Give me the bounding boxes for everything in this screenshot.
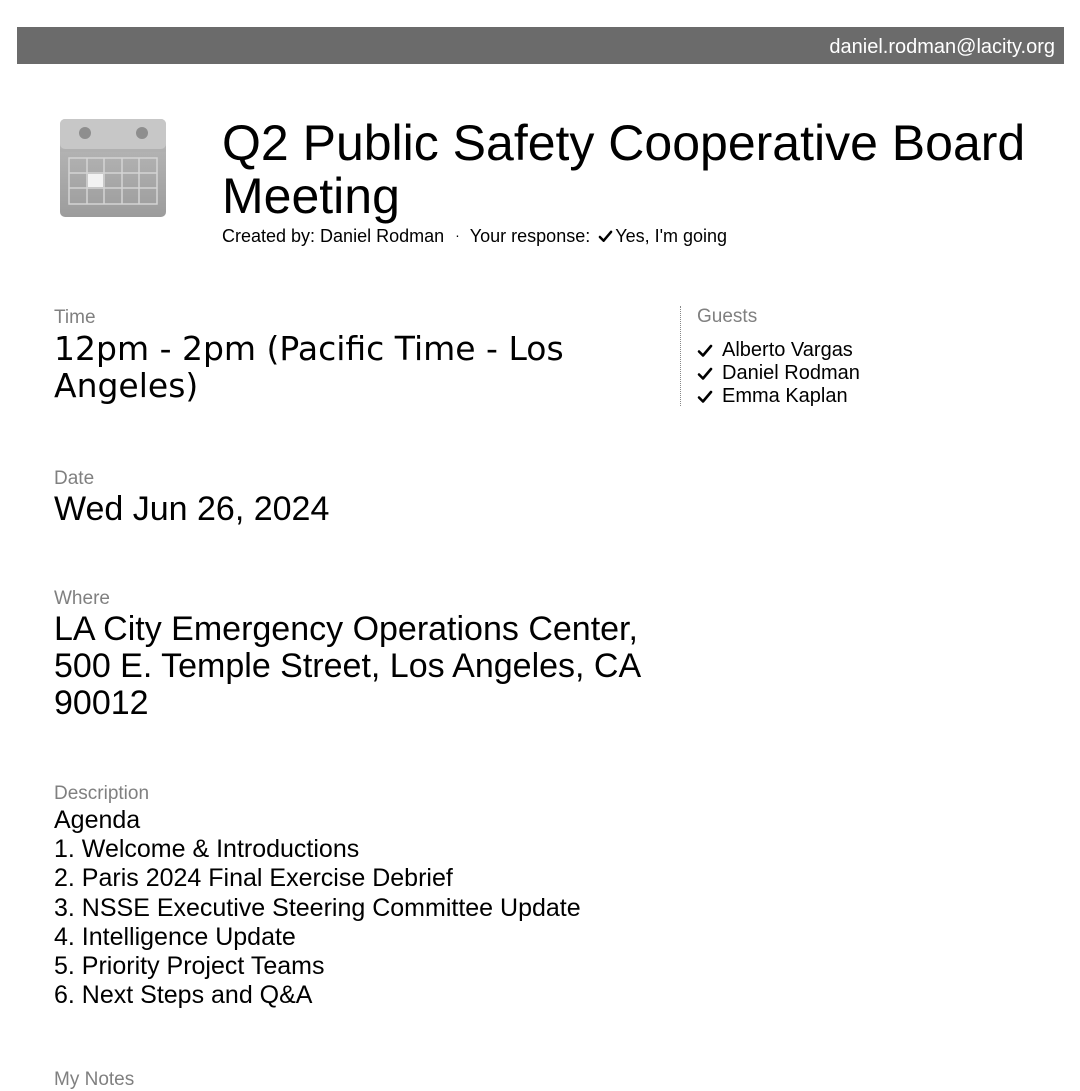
event-title: Q2 Public Safety Cooperative Board Meeting xyxy=(222,115,1026,224)
description-line: 3. NSSE Executive Steering Committee Update xyxy=(54,893,581,922)
guest-item xyxy=(697,339,860,362)
date-label: Date xyxy=(54,468,95,489)
guest-name[interactable]: Emma Kaplan xyxy=(722,385,848,407)
separator-dot: · xyxy=(455,227,460,243)
description-label: Description xyxy=(54,783,150,804)
where-label: Where xyxy=(54,588,110,609)
account-email[interactable]: daniel.rodman@lacity.org xyxy=(829,36,1055,58)
description-line: 5. Priority Project Teams xyxy=(54,952,325,981)
response-label: Your response: xyxy=(469,226,591,246)
guests-label: Guests xyxy=(697,306,758,327)
check-icon xyxy=(598,229,613,244)
guest-item xyxy=(697,385,860,408)
response-value[interactable]: Yes, I'm going xyxy=(615,226,728,246)
check-icon xyxy=(697,389,713,405)
guest-name[interactable]: Daniel Rodman xyxy=(722,362,860,384)
check-icon xyxy=(697,366,713,382)
description-line: 6. Next Steps and Q&A xyxy=(54,981,313,1010)
guests-panel xyxy=(680,306,860,406)
check-icon xyxy=(697,343,713,359)
event-meta xyxy=(222,226,727,247)
calendar-icon xyxy=(60,119,166,217)
guest-item xyxy=(697,362,860,385)
description-line: 2. Paris 2024 Final Exercise Debrief xyxy=(54,864,453,893)
date-value: Wed Jun 26, 2024 xyxy=(54,490,330,528)
guest-name[interactable]: Alberto Vargas xyxy=(722,339,853,361)
time-label: Time xyxy=(54,307,96,328)
description-line: Agenda xyxy=(54,806,141,834)
created-by: Created by: Daniel Rodman xyxy=(222,226,445,246)
account-header-bar xyxy=(17,27,1064,64)
notes-label: My Notes xyxy=(54,1069,135,1090)
description-body xyxy=(54,806,581,1010)
time-value: 12pm - 2pm (Pacific Time - Los Angeles) xyxy=(54,329,564,405)
description-line: 1. Welcome & Introductions xyxy=(54,835,360,864)
description-line: 4. Intelligence Update xyxy=(54,922,296,951)
where-value[interactable]: LA City Emergency Operations Center, 500 E. Temple Street, Los Angeles, CA 90012 xyxy=(54,610,640,722)
